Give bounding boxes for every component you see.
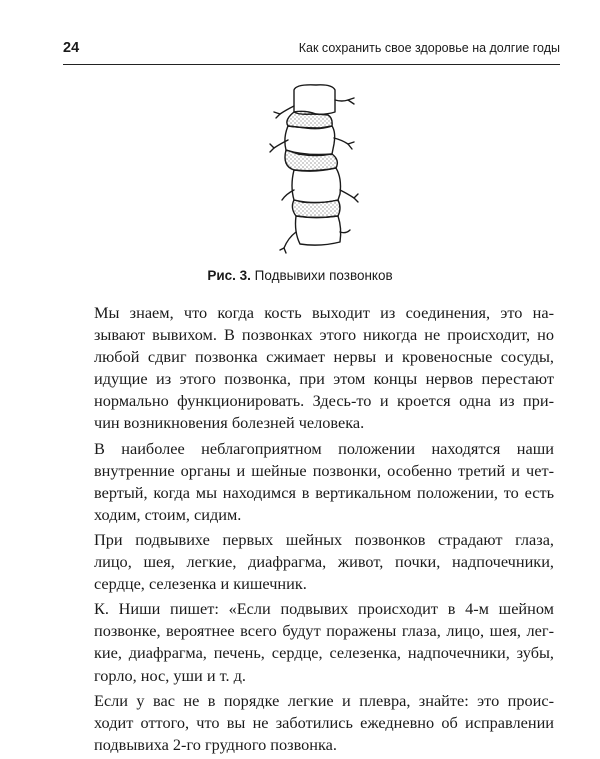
running-title: Как сохранить свое здоровье на долгие годы (298, 41, 560, 55)
body-text (72, 302, 554, 759)
text-line: зывают вывихом. В позвонках этого никогда не происходит, но (94, 325, 554, 345)
text-line: К. Ниши пишет: «Если подвывих происходит в 4-м шейном (94, 599, 554, 619)
text-line: ходит оттого, что вы не заботились ежедневно об исправлении (94, 712, 554, 732)
paragraph (72, 690, 554, 756)
text-line: внутренние органы и шейные позвонки, особенно третий и чет- (94, 460, 554, 480)
paragraph (72, 438, 554, 526)
text-line: кие, диафрагма, печень, сердце, селезенка, надпочечники, зубы, (94, 643, 554, 663)
text-line: горло, нос, уши и т. д. (94, 665, 246, 685)
text-line: нормально функционировать. Здесь-то и кроется одна из при- (94, 391, 554, 411)
text-line: чин возникновения болезней человека. (94, 413, 365, 433)
spine-figure (250, 82, 370, 258)
paragraph (72, 598, 554, 686)
text-line: подвывиха 2-го грудного позвонка. (94, 734, 337, 754)
text-line: позвонке, вероятнее всего будут поражены глаза, лицо, шея, лег- (94, 621, 554, 641)
figure-caption-label: Рис. 3. (207, 268, 251, 283)
text-line: Мы знаем, что когда кость выходит из соединения, это на- (94, 303, 554, 322)
figure-caption-text: Подвывихи позвонков (254, 268, 393, 283)
figure-caption (0, 268, 600, 283)
text-line: сердце, селезенка и кишечник. (94, 574, 307, 594)
text-line: любой сдвиг позвонка сжимает нервы и кровеносные сосуды, (94, 347, 554, 367)
text-line: идущие из этого позвонка, при этом концы нервов перестают (94, 369, 554, 389)
text-line: При подвывихе первых шейных позвонков страдают глаза, (94, 529, 554, 549)
paragraph (72, 302, 554, 435)
running-header (63, 28, 560, 65)
text-line: В наиболее неблагоприятном положении находятся наши (94, 438, 554, 458)
text-line: ходим, стоим, сидим. (94, 504, 242, 524)
paragraph (72, 529, 554, 595)
text-line: лицо, шея, легкие, диафрагма, живот, почки, надпочечники, (94, 552, 554, 572)
page-number: 24 (63, 40, 80, 56)
text-line: Если у вас не в порядке легкие и плевра, знайте: это проис- (94, 690, 554, 710)
text-line: вертый, когда мы находимся в вертикальном положении, то есть (94, 482, 554, 502)
spine-vertebrae-icon (250, 82, 370, 258)
